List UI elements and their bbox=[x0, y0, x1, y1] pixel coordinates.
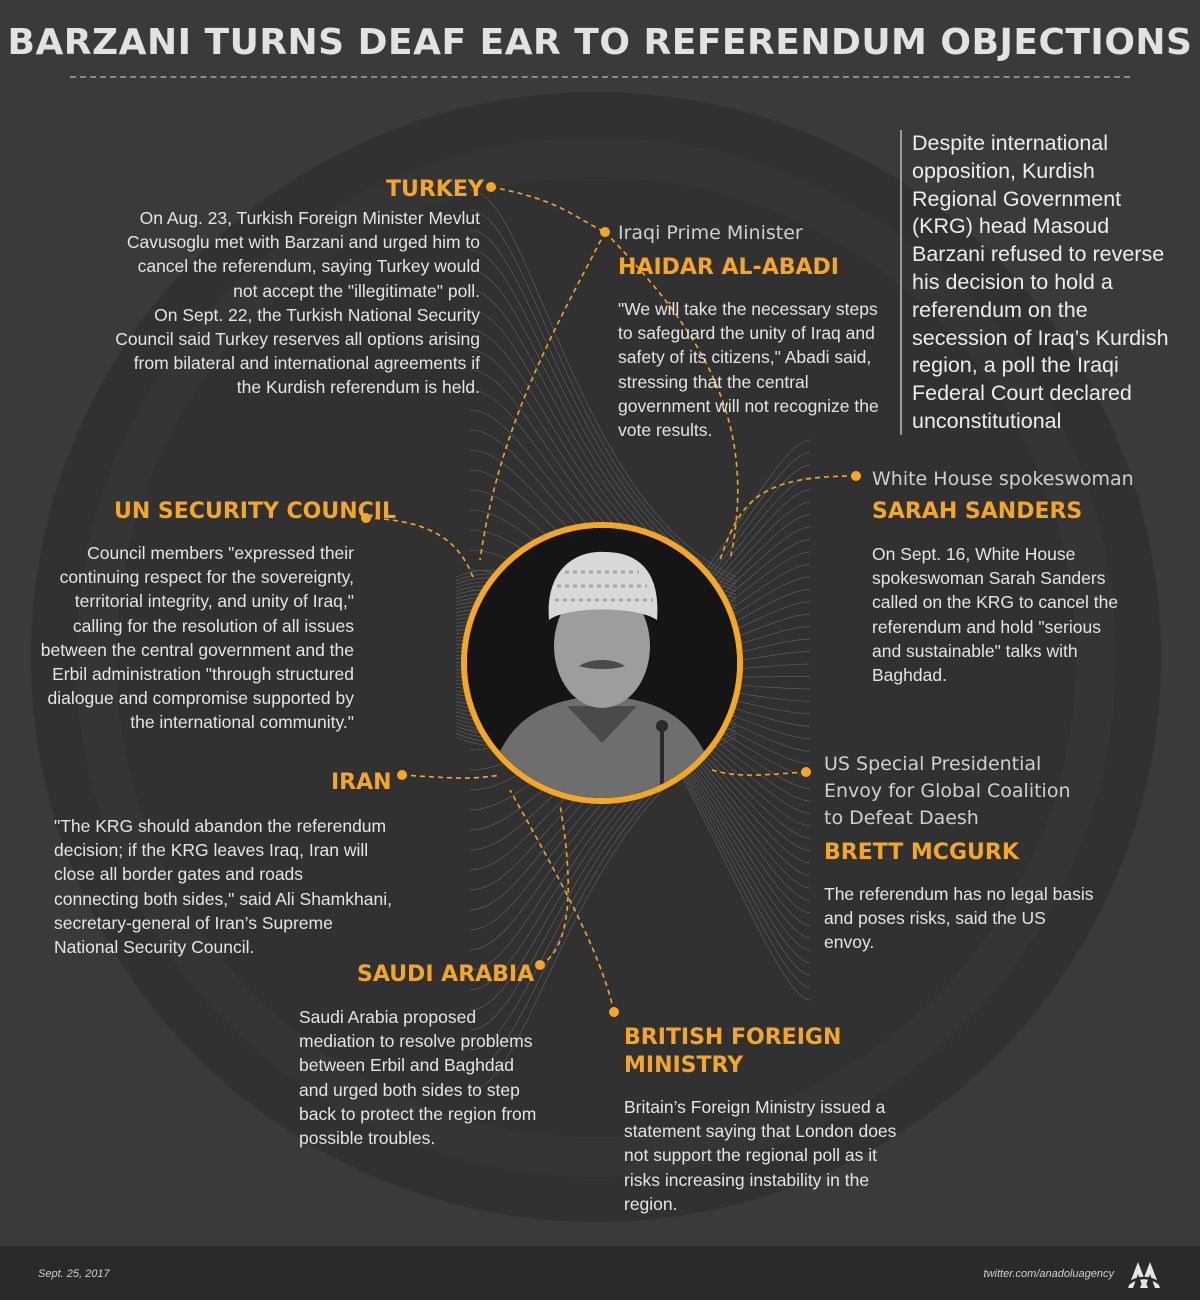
sanders-body: On Sept. 16, White House spokeswoman Sarah Sanders called on the KRG to cancel the referendum and hold "serious and sustainable" talks with Baghdad. bbox=[872, 544, 1119, 686]
british-body: Britain’s Foreign Ministry issued a statement saying that London does not support the regional poll as it risks increasing instability in the region. bbox=[624, 1097, 897, 1214]
barzani-portrait bbox=[461, 522, 743, 804]
portrait-microphone-head bbox=[656, 720, 668, 732]
mcgurk-role: US Special Presidential Envoy for Global Coalition to Defeat Daesh bbox=[824, 753, 1071, 829]
dot-iran bbox=[397, 770, 407, 780]
mcgurk-body: The referendum has no legal basis and poses risks, said the US envoy. bbox=[824, 884, 1094, 953]
page-title: BARZANI TURNS DEAF EAR TO REFERENDUM OBJECTIONS bbox=[7, 22, 1193, 63]
dot-sanders bbox=[851, 471, 861, 481]
un-body: Council members "expressed their continuing respect for the sovereignty, territorial integrity, and unity of Iraq," calling for the resolution of all issues between the central government and the Erbil administration "through structured dialogue and compromise supported by the international community." bbox=[40, 543, 354, 733]
title-divider bbox=[70, 76, 1130, 78]
abadi-heading: HAIDAR AL-ABADI bbox=[618, 255, 839, 280]
portrait-illustration bbox=[467, 528, 737, 798]
dot-abadi bbox=[600, 227, 610, 237]
footer-twitter-link[interactable]: twitter.com/anadoluagency bbox=[983, 1268, 1114, 1280]
dot-british bbox=[609, 1007, 619, 1017]
abadi-role: Iraqi Prime Minister bbox=[618, 222, 803, 244]
un-heading: UN SECURITY COUNCIL bbox=[114, 499, 397, 524]
footer-bar bbox=[0, 1246, 1200, 1300]
british-heading: BRITISH FOREIGN MINISTRY bbox=[624, 1025, 842, 1078]
saudi-heading: SAUDI ARABIA bbox=[357, 962, 535, 987]
aa-logo-icon bbox=[1124, 1254, 1164, 1292]
sanders-heading: SARAH SANDERS bbox=[872, 499, 1083, 524]
sanders-role: White House spokeswoman bbox=[872, 468, 1134, 490]
mcgurk-heading: BRETT MCGURK bbox=[824, 840, 1019, 865]
turkey-body: On Aug. 23, Turkish Foreign Minister Mevlut Cavusoglu met with Barzani and urged him to cancel the referendum, saying Turkey would not accept the "illegitimate" poll. On Sept. 22, the Turkish National Security Council said Turkey reserves all options arising from bilateral and international agreements if the Kurdish referendum is held. bbox=[115, 208, 480, 398]
intro-text: Despite international opposition, Kurdish Regional Government (KRG) head Masoud Barzani refused to reverse his decision to hold a referendum on the secession of Iraq’s Kurdish region, a poll the Iraqi Federal Court declared unconstitutional bbox=[900, 130, 1184, 435]
turkey-heading: TURKEY bbox=[386, 177, 484, 202]
abadi-body: "We will take the necessary steps to safeguard the unity of Iraq and safety of its citizens," Abadi said, stressing that the central government will not recognize the vote results. bbox=[618, 299, 879, 441]
footer-date: Sept. 25, 2017 bbox=[38, 1268, 110, 1280]
iran-body: "The KRG should abandon the referendum decision; if the KRG leaves Iraq, Iran will close all border gates and roads connecting both sides," said Ali Shamkhani, secretary-general of Iran’s Supreme National Security Council. bbox=[54, 816, 392, 958]
dot-saudi bbox=[535, 960, 545, 970]
dot-mcgurk bbox=[801, 767, 811, 777]
dot-turkey bbox=[486, 182, 496, 192]
iran-heading: IRAN bbox=[331, 770, 392, 795]
saudi-body: Saudi Arabia proposed mediation to resolve problems between Erbil and Baghdad and urged both sides to step back to protect the region from possible troubles. bbox=[299, 1007, 537, 1149]
